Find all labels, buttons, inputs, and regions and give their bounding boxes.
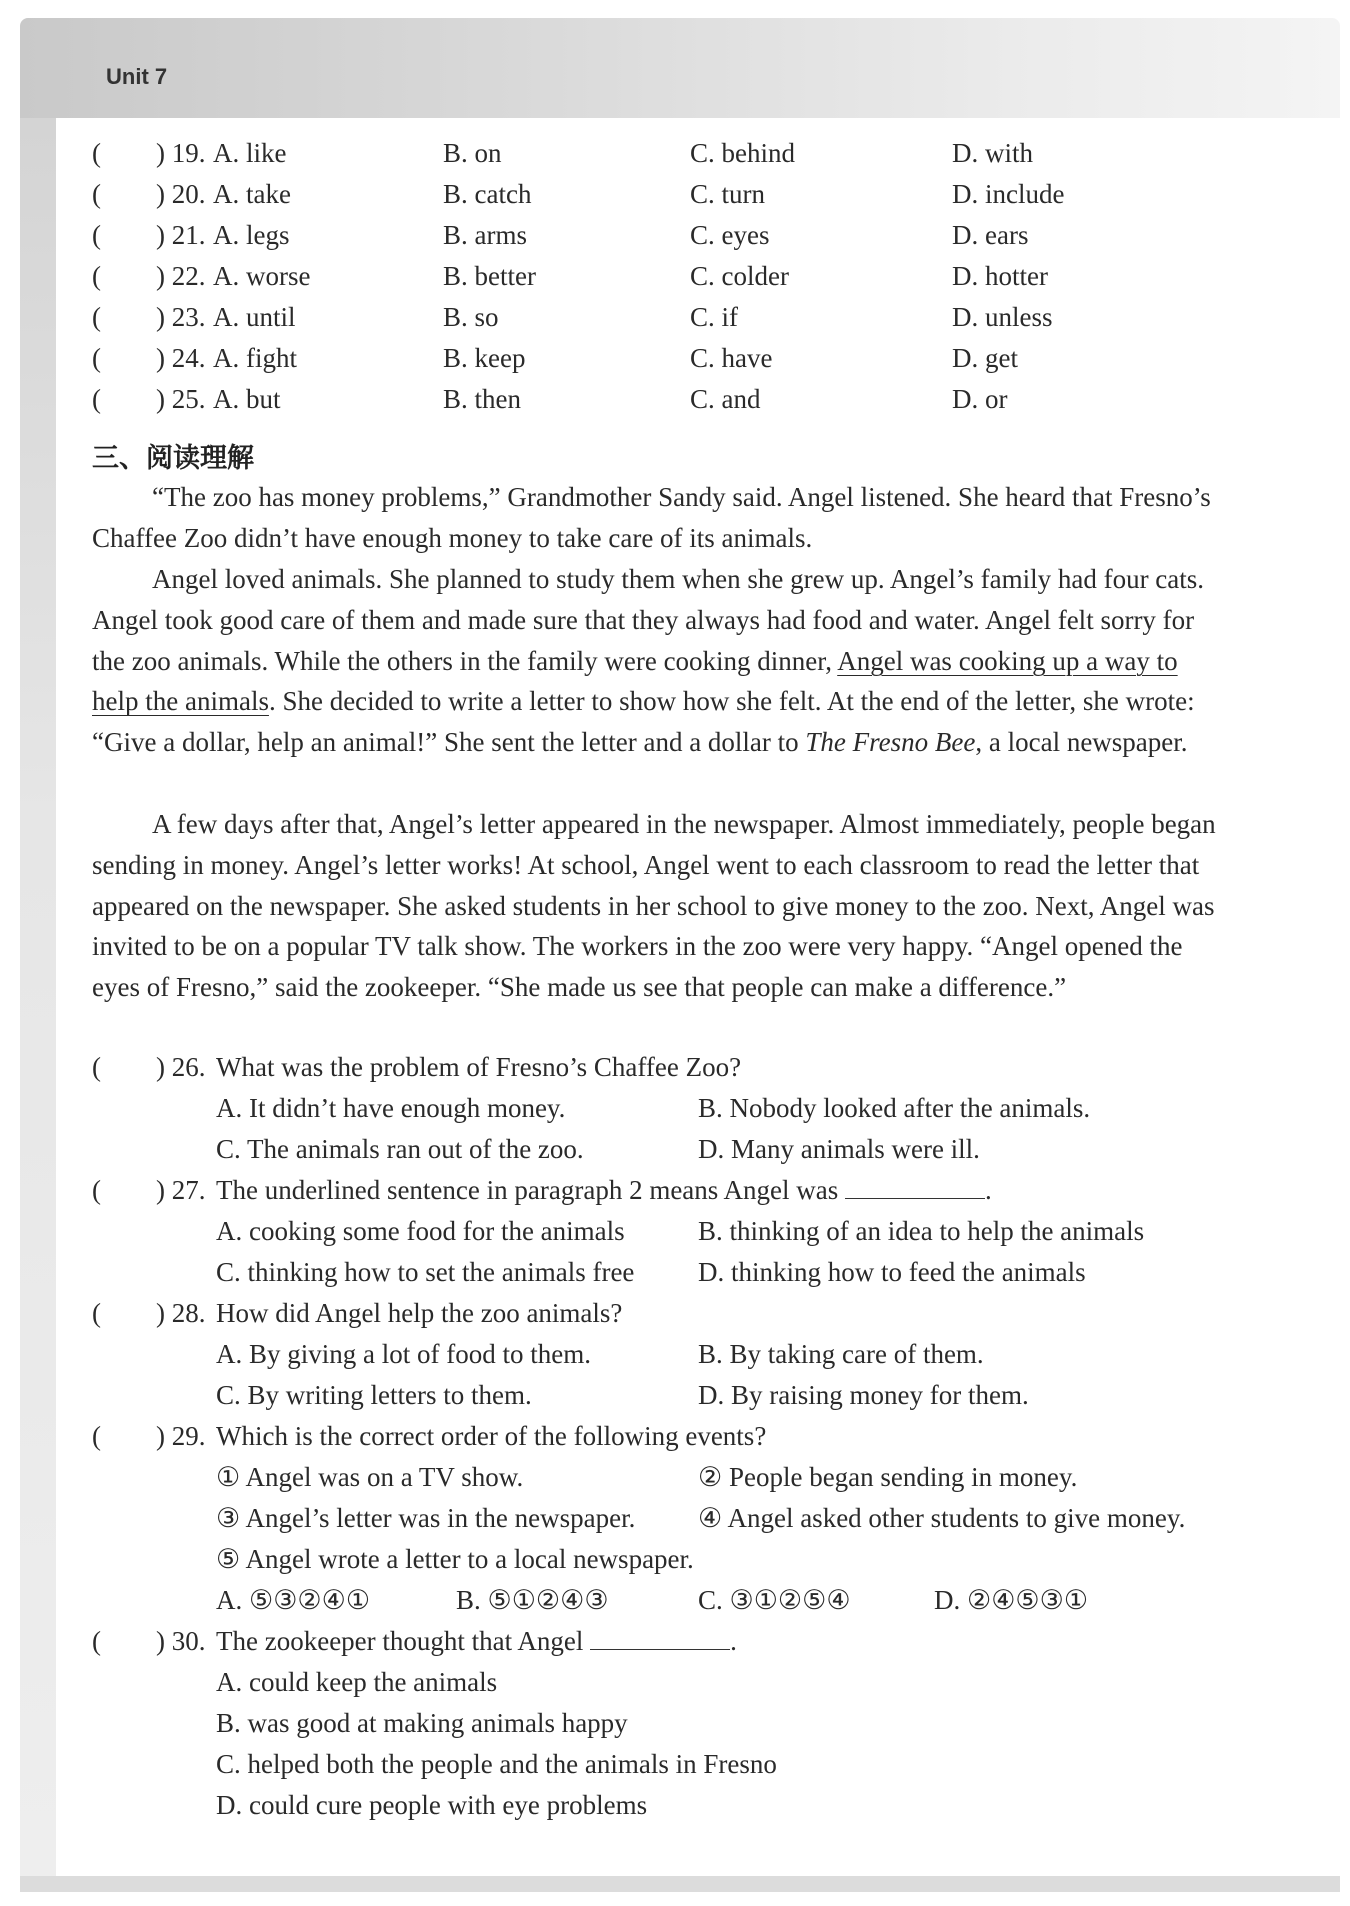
event-1: ① Angel was on a TV show. (216, 1462, 524, 1492)
option-c: C. The animals ran out of the zoo. (216, 1134, 584, 1164)
question-stem: How did Angel help the zoo animals? (216, 1298, 623, 1328)
option-d: D. Many animals were ill. (698, 1134, 980, 1164)
option-b: B. Nobody looked after the animals. (698, 1093, 1091, 1123)
answer-blank (845, 1176, 985, 1199)
option-d: D. thinking how to feed the animals (698, 1257, 1086, 1287)
option-b: B. ⑤①②④③ (456, 1585, 609, 1615)
option-a: A. ⑤③②④① (216, 1585, 371, 1615)
newspaper-name: The Fresno Bee (805, 727, 976, 758)
question-stem: What was the problem of Fresno’s Chaffee Zoo? (216, 1052, 742, 1082)
option-c: C. helped both the people and the animals in Fresno (216, 1749, 777, 1779)
left-margin-shade (20, 118, 56, 1878)
option-c: C. thinking how to set the animals free (216, 1257, 635, 1287)
option-a: A. By giving a lot of food to them. (216, 1339, 591, 1369)
passage-paragraph-3: A few days after that, Angel’s letter appeared in the newspaper. Almost immediately, people began sending in money. Angel’s letter works! At school, Angel went to each classroom to read the letter that appeared on the newspaper. She asked students in her school to give money to the zoo. Next, Angel was invited to be on a popular TV talk show. The workers in the zoo were very happy. “Angel opened the eyes of Fresno,” said the zookeeper. “She made us see that people can make a difference.” (92, 809, 1216, 1003)
option-b: B. By taking care of them. (698, 1339, 984, 1369)
option-c: C. By writing letters to them. (216, 1380, 532, 1410)
question-stem: Which is the correct order of the following events? (216, 1421, 767, 1451)
option-b: B. thinking of an idea to help the animals (698, 1216, 1145, 1246)
option-d: D. could cure people with eye problems (216, 1790, 648, 1820)
option-a: A. It didn’t have enough money. (216, 1093, 566, 1123)
header-band (20, 18, 1340, 118)
option-a: A. cooking some food for the animals (216, 1216, 625, 1246)
event-4: ④ Angel asked other students to give money. (698, 1503, 1186, 1533)
passage-paragraph-2: Angel loved animals. She planned to study them when she grew up. Angel’s family had four cats. Angel took good care of them and made sure that they always had food and water. Angel felt sorry for the zoo animals. While the others in the family were cooking dinner, Angel was cooking up a way to help the animals. She decided to write a letter to show how she felt. At the end of the letter, she wrote: “Give a dollar, help an animal!” She sent the letter and a dollar to The Fresno Bee, a local newspaper. (92, 564, 1205, 758)
question-stem: The underlined sentence in paragraph 2 means Angel was (216, 1175, 839, 1205)
bottom-band (20, 1876, 1340, 1892)
event-3: ③ Angel’s letter was in the newspaper. (216, 1503, 636, 1533)
question-stem: The zookeeper thought that Angel (216, 1626, 584, 1656)
option-a: A. could keep the animals (216, 1667, 498, 1697)
passage-paragraph-1: “The zoo has money problems,” Grandmother Sandy said. Angel listened. She heard that Fresno’s Chaffee Zoo didn’t have enough money to take care of its animals. (92, 482, 1211, 553)
option-d: D. ②④⑤③① (934, 1585, 1089, 1615)
event-5: ⑤ Angel wrote a letter to a local newspaper. (216, 1544, 694, 1574)
section-title: 三、阅读理解 (92, 443, 254, 474)
worksheet-page: Unit 7 ( ) 19. A. like B. on C. behind D. with ( ) 20. A. take B. catch C. turn D. include ( ) 21. A. legs B. arms C. eyes D. ears ( ) 22. A. worse B. better C. colder D. hotter ( ) 23. A. until B. so C. if D. unless ( ) 24. A. fight B. keep C. have D. get ( ) 25. A. but B. then C. and D. or 三、阅读理解 “The zoo has money problems,” Grandmother Sandy said. Angel listened. She heard that Fresno’s Chaffee Zoo didn’t have enough money to take care of its animals. Angel loved animals. She planned to study them when she grew up. Angel’s family had four cats. Angel took good care of them and made sure that they always had food and water. Angel felt sorry for the zoo animals. While the others in the family were cooking dinner, Angel was cooking up a way to help the animals. She decided to write a letter to show how she felt. At the end of the letter, she wrote: “Give a dollar, help an animal!” She sent the letter and a dollar to The Fresno Bee, a local newspaper. A few days after that, Angel’s letter appeared in the newspaper. Almost immediately, people began sending in money. Angel’s letter works! At school, Angel went to each classroom to read the letter that appeared on the newspaper. She asked students in her school to give money to the zoo. Next, Angel was invited to be on a popular TV talk show. The workers in the zoo were very happy. “Angel opened the eyes of Fresno,” said the zookeeper. “She made us see that people can make a difference.” ( ) 26. What was the problem of Fresno’s Chaffee Zoo? A. It didn’t have enough money. B. Nobody looked after the animals. C. The animals ran out of the zoo. D. Many animals were ill. ( ) 27. The underlined sentence in paragraph 2 means Angel was . A. cooking some food for the animals B. thinking of an idea to help the animals C. thinking how to set the animals free D. thinking how to feed the animals ( ) 28. How did Angel help the zoo animals? A. By giving a lot of food to them. B. By taking care of them. C. By writing letters to them. D. By raising money for them. ( ) 29. Which is the correct order of the following events? ① Angel was on a TV show. ② People began sending in money. ③ Angel’s letter was in the newspaper. ④ Angel asked other students to give money. ⑤ Angel wrote a letter to a local newspaper. A. ⑤③②④① B. ⑤①②④③ C. ③①②⑤④ D. ②④⑤③① ( ) 30. The zookeeper thought that Angel . A. could keep the animals B. was good at making animals happy C. helped both the people and the animals in Fresno D. could cure people with eye problems (0, 0, 1350, 1906)
underlined-sentence: Angel was cooking up a way to help the animals (92, 645, 1178, 717)
option-d: D. By raising money for them. (698, 1380, 1029, 1410)
option-b: B. was good at making animals happy (216, 1708, 628, 1738)
event-2: ② People began sending in money. (698, 1462, 1078, 1492)
answer-blank (590, 1627, 730, 1650)
unit-label: Unit 7 (106, 64, 168, 89)
option-c: C. ③①②⑤④ (698, 1585, 851, 1615)
